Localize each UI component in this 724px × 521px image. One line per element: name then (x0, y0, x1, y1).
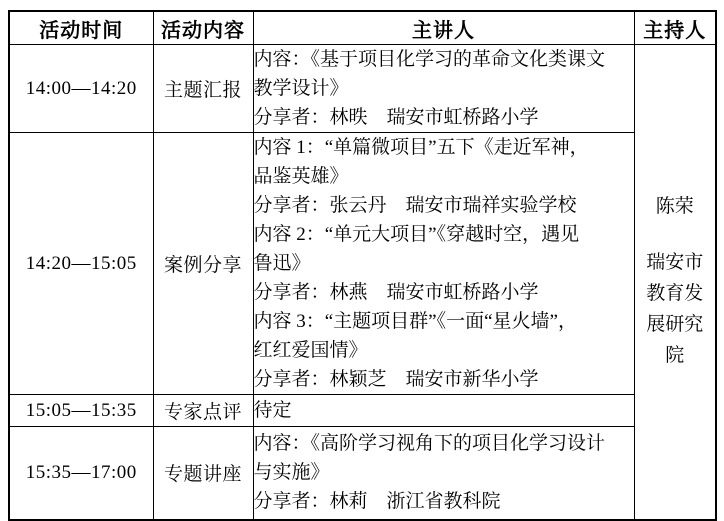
header-row (9, 11, 716, 45)
speaker-line: 教学设计》 (253, 78, 349, 99)
table-row (9, 395, 716, 427)
header-cell-speaker: 主讲人 (253, 11, 634, 45)
speaker-line: 内容：《基于项目化学习的革命文化类课文 (253, 49, 606, 70)
speaker-line: 分享者：林颖芝 瑞安市新华小学 (253, 369, 539, 390)
activity-cell: 专家点评 (153, 395, 253, 427)
activity-cell: 主题汇报 (153, 45, 253, 133)
time-cell: 15:05—15:35 (9, 395, 153, 427)
host-cell (634, 45, 716, 520)
speaker-line: 与实施》 (253, 462, 330, 484)
speaker-cell (253, 395, 634, 427)
activity-cell: 案例分享 (153, 133, 253, 395)
time-cell: 15:35—17:00 (9, 427, 153, 520)
host-name: 陈荣 (655, 196, 694, 218)
speaker-line: 分享者：林昳 瑞安市虹桥路小学 (253, 107, 539, 128)
speaker-line: 品鉴英雄》 (253, 166, 349, 187)
table-row (9, 133, 716, 395)
header-cell-activity: 活动内容 (153, 11, 253, 45)
speaker-line: 分享者：张云丹 瑞安市瑞祥实验学校 (253, 195, 577, 216)
speaker-line: 内容 1：“单篇微项目”五下《走近军神， (253, 137, 589, 158)
speaker-line: 内容：《高阶学习视角下的项目化学习设计 (253, 433, 606, 455)
table-row (9, 45, 716, 133)
speaker-line: 鲁迅》 (253, 253, 311, 274)
time-cell: 14:20—15:05 (9, 133, 153, 395)
speaker-line: 内容 3：“主题项目群”《一面“星火墙”， (253, 311, 577, 332)
host-organization: 瑞安市教育发展研究院 (646, 252, 704, 367)
table-row (9, 427, 716, 520)
schedule-table (8, 10, 717, 521)
speaker-cell (253, 427, 634, 520)
speaker-cell (253, 45, 634, 133)
header-cell-host: 主持人 (634, 11, 716, 45)
activity-cell: 专题讲座 (153, 427, 253, 520)
speaker-line: 红红爱国情》 (253, 340, 368, 361)
speaker-line: 内容 2：“单元大项目”《穿越时空，遇见 (253, 224, 580, 245)
header-cell-time: 活动时间 (9, 11, 153, 45)
speaker-line: 分享者：林燕 瑞安市虹桥路小学 (253, 282, 539, 303)
time-cell: 14:00—14:20 (9, 45, 153, 133)
speaker-cell (253, 133, 634, 395)
speaker-line: 待定 (253, 400, 292, 421)
speaker-line: 分享者：林莉 浙江省教科院 (253, 491, 501, 513)
